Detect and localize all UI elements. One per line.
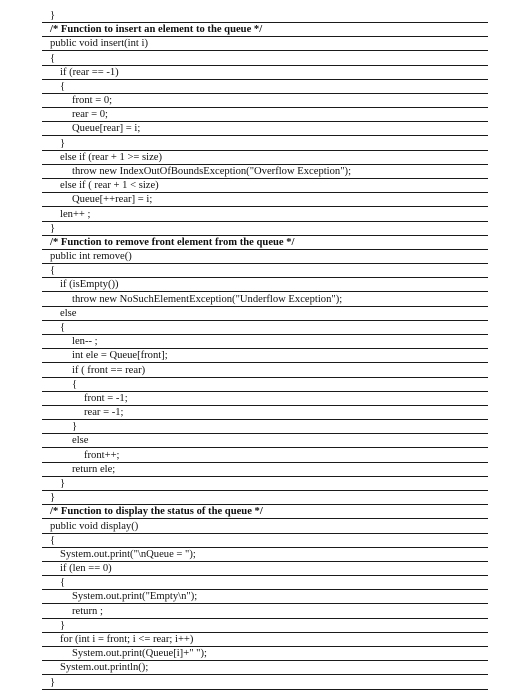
code-line: public void display() xyxy=(42,521,488,534)
code-line: { xyxy=(42,577,488,590)
comment-line: /* Function to display the status of the queue */ xyxy=(42,506,488,519)
code-line: if ( front == rear) xyxy=(42,365,488,378)
code-line: if (isEmpty()) xyxy=(42,279,488,292)
code-line: public void insert(int i) xyxy=(42,38,488,51)
code-line: front = -1; xyxy=(42,393,488,406)
code-line: } xyxy=(42,223,488,236)
code-line: } xyxy=(42,138,488,151)
code-line: rear = -1; xyxy=(42,407,488,420)
code-line: throw new IndexOutOfBoundsException("Overflow Exception"); xyxy=(42,166,488,179)
code-line: else if (rear + 1 >= size) xyxy=(42,152,488,165)
code-line: len++ ; xyxy=(42,209,488,222)
code-line: { xyxy=(42,379,488,392)
code-line: System.out.print(Queue[i]+" "); xyxy=(42,648,488,661)
code-line: int ele = Queue[front]; xyxy=(42,350,488,363)
code-line: len-- ; xyxy=(42,336,488,349)
code-line: for (int i = front; i <= rear; i++) xyxy=(42,634,488,647)
code-line: Queue[++rear] = i; xyxy=(42,194,488,207)
code-line: System.out.println(); xyxy=(42,662,488,675)
code-line: } xyxy=(42,421,488,434)
code-line: { xyxy=(42,53,488,66)
code-line: if (rear == -1) xyxy=(42,67,488,80)
code-line: } xyxy=(42,492,488,505)
code-line: if (len == 0) xyxy=(42,563,488,576)
code-line: { xyxy=(42,322,488,335)
comment-line: /* Function to insert an element to the queue */ xyxy=(42,24,488,37)
code-line: rear = 0; xyxy=(42,109,488,122)
code-line: } xyxy=(42,478,488,491)
code-line: public int remove() xyxy=(42,251,488,264)
code-line: } xyxy=(42,10,488,23)
code-line: front = 0; xyxy=(42,95,488,108)
code-line: { xyxy=(42,265,488,278)
code-line: } xyxy=(42,620,488,633)
code-line: return ele; xyxy=(42,464,488,477)
code-line: { xyxy=(42,535,488,548)
code-line: { xyxy=(42,81,488,94)
code-line: } xyxy=(42,677,488,690)
code-line: System.out.print("Empty\n"); xyxy=(42,591,488,604)
code-line: else xyxy=(42,435,488,448)
code-line: throw new NoSuchElementException("Underflow Exception"); xyxy=(42,294,488,307)
code-line: front++; xyxy=(42,450,488,463)
code-line: else xyxy=(42,308,488,321)
code-line: System.out.print("\nQueue = "); xyxy=(42,549,488,562)
code-line: return ; xyxy=(42,606,488,619)
code-line: Queue[rear] = i; xyxy=(42,123,488,136)
comment-line: /* Function to remove front element from the queue */ xyxy=(42,237,488,250)
code-line: else if ( rear + 1 < size) xyxy=(42,180,488,193)
